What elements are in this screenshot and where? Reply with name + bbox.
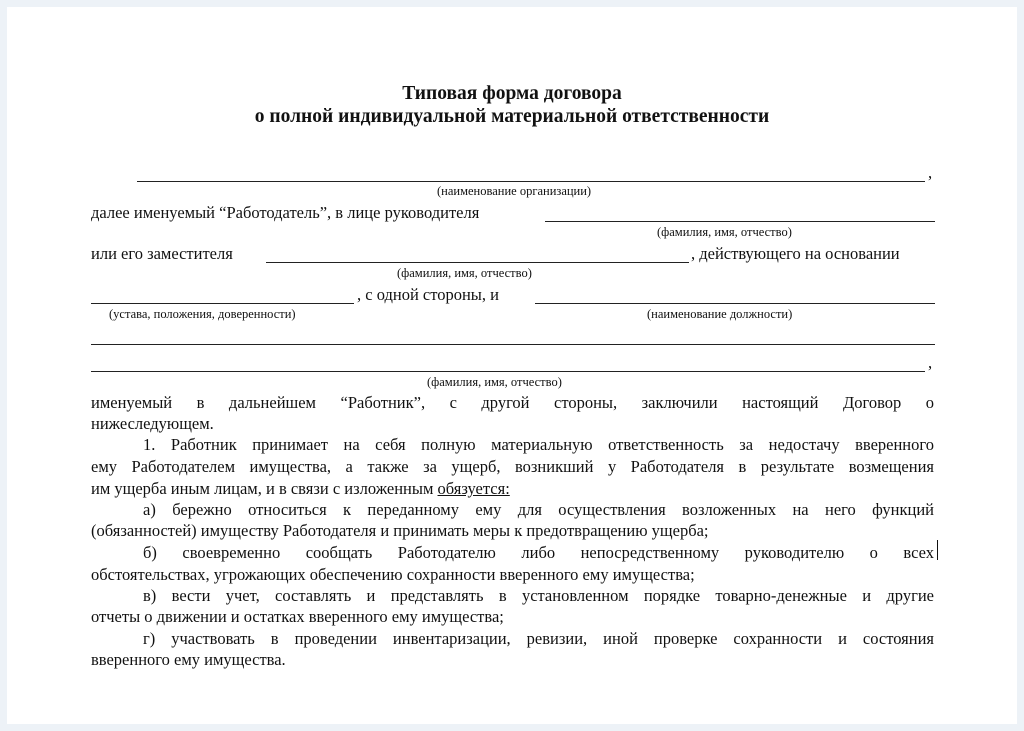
intro-paragraph-line1: именуемый в дальнейшем “Работник”, с другой стороны, заключили настоящий Договор о xyxy=(91,393,934,412)
clause1-line3 xyxy=(91,479,510,499)
text-cursor xyxy=(937,540,938,560)
item-b-line1: б) своевременно сообщать Работодателю либо непосредственному руководителю о всех xyxy=(143,543,934,562)
clause1-line1: 1. Работник принимает на себя полную материальную ответственность за недостачу вверенного xyxy=(143,435,934,454)
intro-paragraph-line2: нижеследующем. xyxy=(91,414,214,433)
employer-intro-text: далее именуемый “Работодатель”, в лице руководителя xyxy=(91,203,480,222)
item-g-line2: вверенного ему имущества. xyxy=(91,650,286,669)
caption-fio-deputy: (фамилия, имя, отчество) xyxy=(397,266,532,280)
caption-basis: (устава, положения, доверенности) xyxy=(109,307,296,321)
item-v-line2: отчеты о движении и остатках вверенного ему имущества; xyxy=(91,607,504,626)
organization-name-field[interactable] xyxy=(137,181,925,182)
item-v-line1: в) вести учет, составлять и представлять в установленном порядке товарно-денежные и другие xyxy=(143,586,934,605)
employee-position-field-continued[interactable] xyxy=(91,344,935,345)
obligates-underlined: обязуется: xyxy=(437,479,510,498)
item-a-line2: (обязанностей) имуществу Работодателя и принимать меры к предотвращению ущерба; xyxy=(91,521,709,540)
caption-fio-manager: (фамилия, имя, отчество) xyxy=(657,225,792,239)
employee-name-field[interactable] xyxy=(91,371,925,372)
acting-basis-text: , действующего на основании xyxy=(691,244,900,263)
deputy-label: или его заместителя xyxy=(91,244,233,263)
comma: , xyxy=(928,163,933,182)
caption-position: (наименование должности) xyxy=(647,307,793,321)
manager-name-field[interactable] xyxy=(545,221,935,222)
clause1-line3-text: им ущерба иным лицам, и в связи с изложенным xyxy=(91,479,438,498)
clause1-line2: ему Работодателем имущества, а также за ущерб, возникший у Работодателя в результате возмещения xyxy=(91,457,934,476)
item-a-line1: а) бережно относиться к переданному ему для осуществления возложенных на него функций xyxy=(143,500,934,519)
comma-2: , xyxy=(928,353,933,372)
position-name-field[interactable] xyxy=(535,303,935,304)
basis-document-field[interactable] xyxy=(91,303,354,304)
document-title-line2: о полной индивидуальной материальной ответственности xyxy=(254,106,770,127)
document-title-line1: Типовая форма договора xyxy=(402,83,622,104)
one-side-text: , с одной стороны, и xyxy=(357,285,499,304)
item-g-line1: г) участвовать в проведении инвентаризации, ревизии, иной проверке сохранности и состояния xyxy=(143,629,934,648)
item-b-line2: обстоятельствах, угрожающих обеспечению сохранности вверенного ему имущества; xyxy=(91,565,695,584)
caption-fio-employee: (фамилия, имя, отчество) xyxy=(427,375,562,389)
caption-organization: (наименование организации) xyxy=(437,184,592,198)
deputy-name-field[interactable] xyxy=(266,262,689,263)
